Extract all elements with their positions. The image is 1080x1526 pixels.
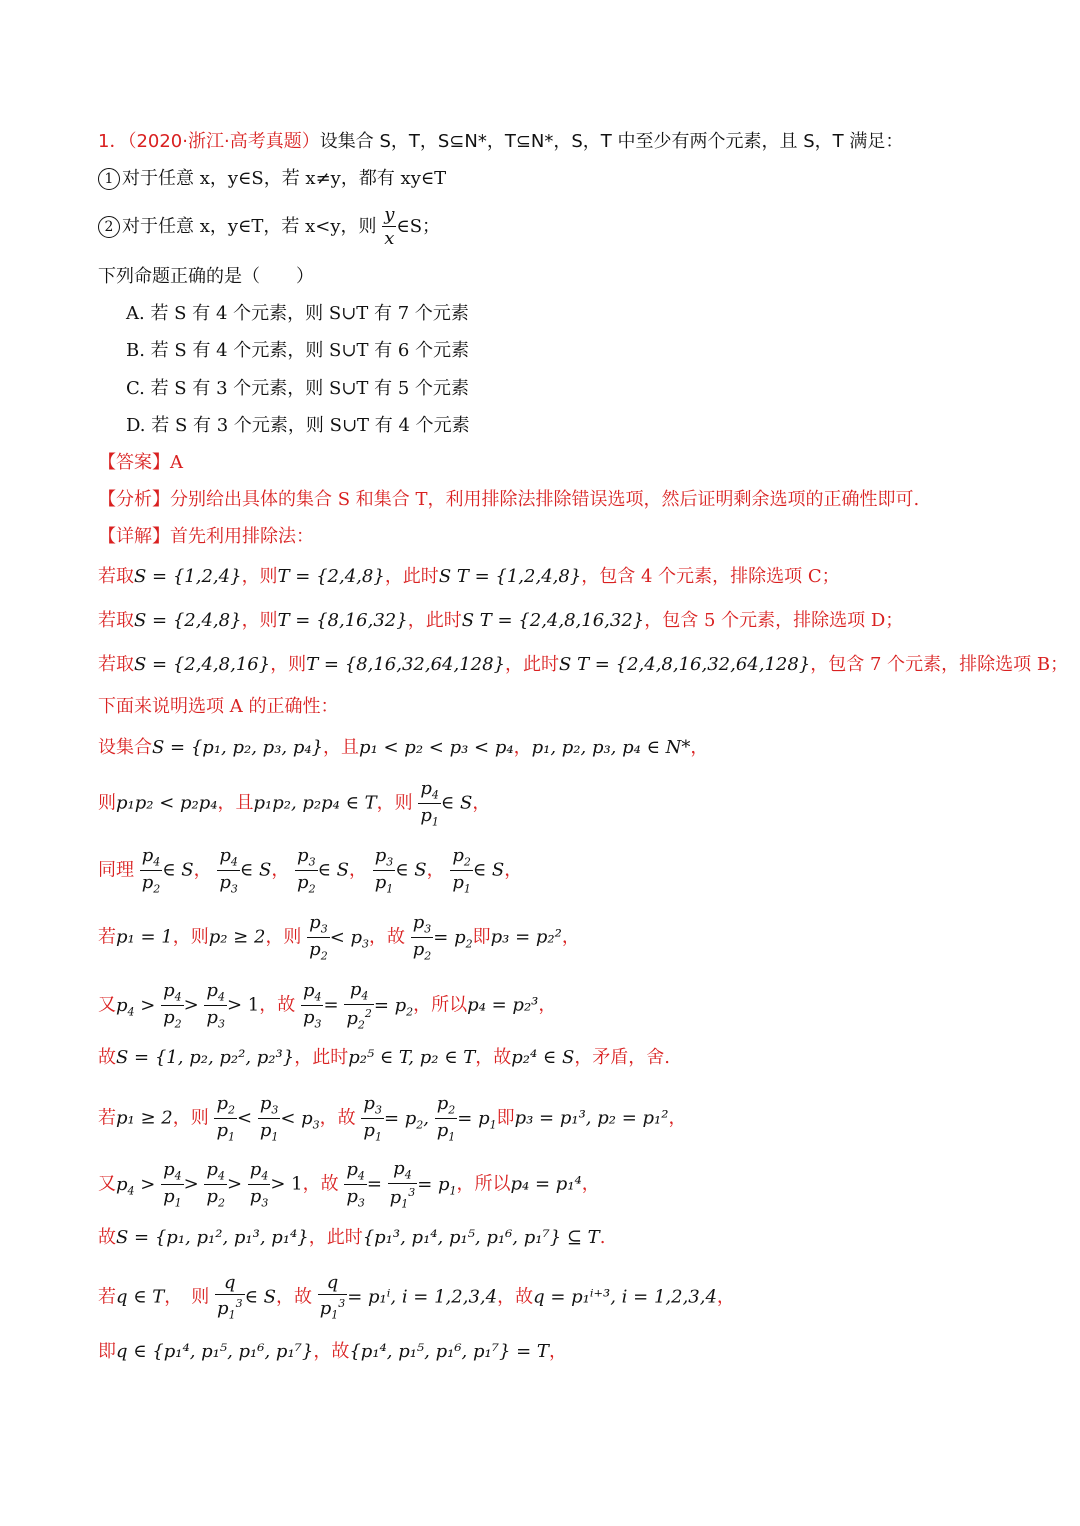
answer-value: A — [170, 452, 183, 473]
explain-line: 下面来说明选项 A 的正确性： — [98, 696, 339, 717]
final-line: 即q ∈ {p₁⁴, p₁⁵, p₁⁶, p₁⁷}，故{p₁⁴, p₁⁵, p₁⁶, p₁⁷} = T， — [98, 1341, 567, 1362]
circled-number: 2 — [98, 216, 120, 238]
condition-1 — [98, 167, 446, 191]
set-definition: 设集合S = {p₁, p₂, p₃, p₄}，且p₁ < p₂ < p₃ < p₄，p₁, p₂, p₃, p₄ ∈ N*， — [98, 737, 709, 758]
conclusion-line-1: 故S = {1, p₂, p₂², p₂³}，此时p₂⁵ ∈ T, p₂ ∈ T，故p₂⁴ ∈ S，矛盾，舍. — [98, 1047, 671, 1068]
conclusion-line-2: 故S = {p₁, p₁², p₁³, p₁⁴}，此时{p₁³, p₁⁴, p₁⁵, p₁⁶, p₁⁷} ⊆ T. — [98, 1227, 606, 1248]
similarly-line: 同理 $\frac{p_4}{p_2}$ ∈ S， $\frac{p_4}{p_3}$ ∈ S， $\frac{p_3}{p_2}$ ∈ S， $\frac{p_3}{p_1}$ ∈ S， $\frac{p_2}{p_1}$ ∈ S， — [98, 845, 523, 896]
condition-2-tail: ∈S； — [396, 216, 441, 237]
also-line-2: 又$p_4$ > $\frac{p_4}{p_1}$ > $\frac{p_4}{p_2}$ > $\frac{p_4}{p_3}$ > 1，故 $\frac{p_4}{p_3}$ = $\frac{p_4}{p_1^3}$ = $p_1$，所以p₄ = p₁⁴， — [98, 1158, 600, 1211]
fraction-y-over-x — [382, 206, 396, 248]
case-p1-ge-2: 若p₁ ≥ 2，则 $\frac{p_2}{p_1}$ < $\frac{p_3}{p_1}$ < $p_3$，故 $\frac{p_3}{p_1}$ = $p_2$, $\frac{p_2}{p_1}$ = $p_1$即p₃ = p₁³, p₂ = p₁²， — [98, 1093, 687, 1144]
fraction: $\frac{p_4}{p_1}$ — [420, 778, 439, 829]
analysis-text: 分别给出具体的集合 S 和集合 T，利用排除法排除错误选项，然后证明剩余选项的正确性即可. — [170, 489, 920, 510]
detail-intro: 首先利用排除法： — [170, 526, 314, 547]
numerator: y — [384, 204, 395, 225]
case-1: 若取S = {1,2,4}，则T = {2,4,8}，此时S T = {1,2,4,8}，包含 4 个元素，排除选项 C； — [98, 566, 840, 587]
question-text: 设集合 S，T，S⊆N*，T⊆N*，S，T 中至少有两个元素，且 S，T 满足： — [319, 131, 904, 152]
then-line: 则p₁p₂ < p₂p₄，且p₁p₂, p₂p₄ ∈ T，则 $\frac{p_4}{p_1}$ ∈ S， — [98, 778, 491, 829]
option-b[interactable]: B. 若 S 有 4 个元素，则 S∪T 有 6 个元素 — [126, 340, 470, 361]
detail-tag: 【详解】 — [98, 526, 170, 547]
circled-number: 1 — [98, 168, 120, 190]
option-d[interactable]: D. 若 S 有 3 个元素，则 S∪T 有 4 个元素 — [126, 415, 470, 436]
condition-2-text: 对于任意 x，y∈T，若 x<y，则 — [122, 216, 377, 237]
analysis-line — [98, 488, 919, 512]
answer-tag: 【答案】 — [98, 452, 170, 473]
also-line-1: 又$p_4$ > $\frac{p_4}{p_2}$ > $\frac{p_4}{p_3}$ > 1，故 $\frac{p_4}{p_3}$ = $\frac{p_4}{p_2^2}$ = $p_2$，所以p₄ = p₂³， — [98, 979, 557, 1032]
question-stem — [98, 130, 903, 154]
case-p1-equals-1: 若p₁ = 1，则p₂ ≥ 2，则 $\frac{p_3}{p_2}$ < $p_3$，故 $\frac{p_3}{p_2}$ = $p_2$即p₃ = p₂²， — [98, 912, 580, 963]
case-3: 若取S = {2,4,8,16}，则T = {8,16,32,64,128}，此时S T = {2,4,8,16,32,64,128}，包含 7 个元素，排除选项 B； — [98, 654, 1069, 675]
option-c[interactable]: C. 若 S 有 3 个元素，则 S∪T 有 5 个元素 — [126, 378, 470, 399]
condition-2 — [98, 206, 440, 248]
analysis-tag: 【分析】 — [98, 489, 170, 510]
detail-line — [98, 525, 314, 549]
q-line: 若q ∈ T， 则 $\frac{q}{p_1^3}$ ∈ S，故 $\frac{q}{p_1^3}$ = p₁ⁱ, i = 1,2,3,4，故q = p₁ⁱ⁺³, i = 1,2,3,4， — [98, 1272, 735, 1322]
question-prompt: 下列命题正确的是（ ） — [98, 266, 314, 287]
condition-1-text: 对于任意 x，y∈S，若 x≠y，都有 xy∈T — [122, 168, 447, 189]
question-number: 1． — [98, 131, 128, 152]
answer-line — [98, 451, 183, 475]
case-2: 若取S = {2,4,8}，则T = {8,16,32}，此时S T = {2,4,8,16,32}，包含 5 个元素，排除选项 D； — [98, 610, 904, 631]
option-a[interactable]: A. 若 S 有 4 个元素，则 S∪T 有 7 个元素 — [126, 303, 469, 324]
denominator: x — [384, 228, 395, 249]
question-source: （2020·浙江·高考真题） — [127, 131, 320, 152]
